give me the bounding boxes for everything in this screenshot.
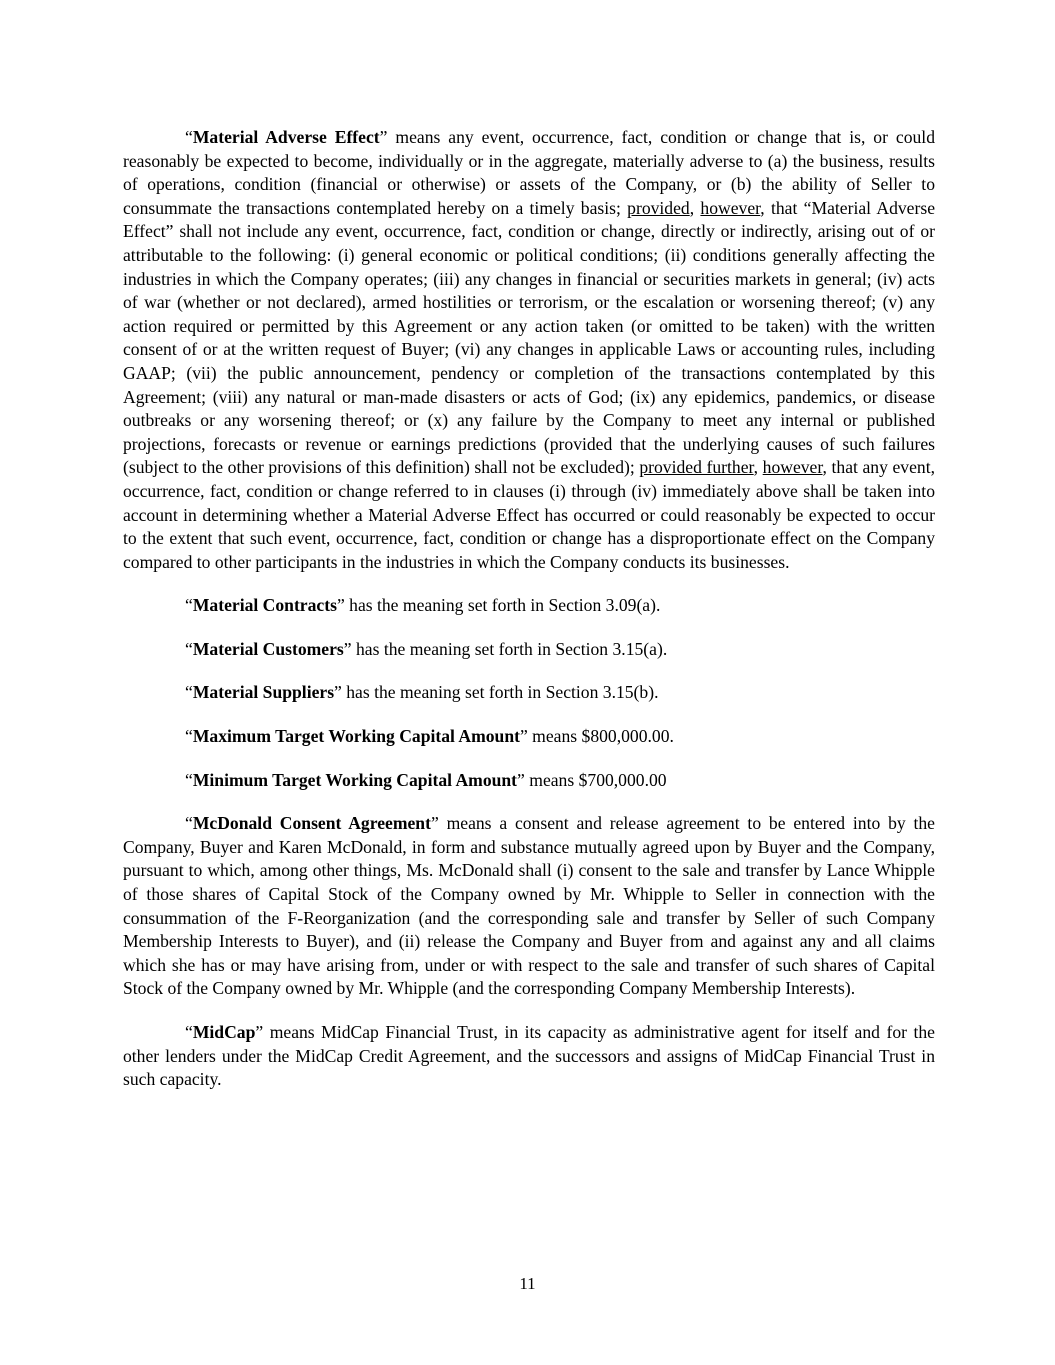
- document-body: [123, 126, 935, 1092]
- definition-material-suppliers: “Material Suppliers” has the meaning set forth in Section 3.15(b).: [185, 682, 659, 703]
- underlined-text: however: [762, 457, 823, 478]
- defined-term: Material Adverse Effect: [192, 127, 380, 147]
- definition-minimum-target-working-capital-amount: “Minimum Target Working Capital Amount” means $700,000.00: [185, 769, 667, 790]
- defined-term: MidCap: [192, 1022, 256, 1042]
- underlined-text: provided: [627, 197, 690, 218]
- definition-midcap: “MidCap” means MidCap Financial Trust, in its capacity as administrative agent for itself and for the other lenders under the MidCap Credit Agreement, and the successors and assigns of MidCap Financial Trust in such capacity.: [123, 1022, 935, 1090]
- defined-term: Minimum Target Working Capital Amount: [192, 769, 518, 790]
- page-number: 11: [519, 1274, 536, 1293]
- defined-term: Material Contracts: [192, 595, 337, 616]
- definition-material-customers: “Material Customers” has the meaning set forth in Section 3.15(a).: [185, 638, 668, 659]
- defined-term: Material Customers: [192, 638, 344, 659]
- defined-term: Material Suppliers: [192, 682, 335, 703]
- defined-term: McDonald Consent Agreement: [192, 813, 431, 834]
- underlined-text: provided further: [639, 457, 754, 478]
- definition-material-adverse-effect: “Material Adverse Effect” means any event, occurrence, fact, condition or change that is, or could reasonably be expected to become, individually or in the aggregate, materially adverse to (a) the business, results of operations, condition (financial or otherwise) or assets of the Company, or (b) the ability of Seller to consummate the transactions contemplated hereby on a timely basis; provided, however, that “Material Adverse Effect” shall not include any event, occurrence, fact, condition or change, directly or indirectly, arising out of or attributable to the following: (i) general economic or political conditions; (ii) conditions generally affecting the industries in which the Company operates; (iii) any changes in financial or securities markets in general; (iv) acts of war (whether or not declared), armed hostilities or terrorism, or the escalation or worsening thereof; (v) any action required or permitted by this Agreement or any action taken (or omitted to be taken) with the written consent of or at the written request of Buyer; (vi) any changes in applicable Laws or accounting rules, including GAAP; (vii) the public announcement, pendency or completion of the transactions contemplated by this Agreement; (viii) any natural or man-made disasters or acts of God; (ix) any epidemics, pandemics, or disease outbreaks or any worsening thereof; or (x) any failure by the Company to meet any internal or published projections, forecasts or revenue or earnings predictions (provided that the underlying causes of such failures (subject to the other provisions of this definition) shall not be excluded); provided further, however, that any event, occurrence, fact, condition or change referred to in clauses (i) through (iv) immediately above shall be taken into account in determining whether a Material Adverse Effect has occurred or could reasonably be expected to occur to the extent that such event, occurrence, fact, condition or change has a disproportionate effect on the Company compared to other participants in the industries in which the Company conducts its businesses.: [123, 127, 936, 572]
- defined-term: Maximum Target Working Capital Amount: [192, 726, 520, 747]
- definition-maximum-target-working-capital-amount: “Maximum Target Working Capital Amount” means $800,000.00.: [185, 726, 674, 747]
- underlined-text: however: [700, 197, 761, 218]
- definition-material-contracts: “Material Contracts” has the meaning set forth in Section 3.09(a).: [185, 595, 661, 616]
- definition-mcdonald-consent-agreement: “McDonald Consent Agreement” means a consent and release agreement to be entered into by the Company, Buyer and Karen McDonald, in form and substance mutually agreed upon by Buyer and the Company, pursuant to which, among other things, Ms. McDonald shall (i) consent to the sale and transfer by Lance Whipple of those shares of Capital Stock of the Company owned by Mr. Whipple to Seller in connection with the consummation of the F-Reorganization (and the corresponding sale and transfer by Seller of such Company Membership Interests to Buyer), and (ii) release the Company and Buyer from and against any and all claims which she has or may have arising from, under or with respect to the sale and transfer of such shares of Capital Stock of the Company owned by Mr. Whipple (and the corresponding Company Membership Interests).: [123, 813, 935, 999]
